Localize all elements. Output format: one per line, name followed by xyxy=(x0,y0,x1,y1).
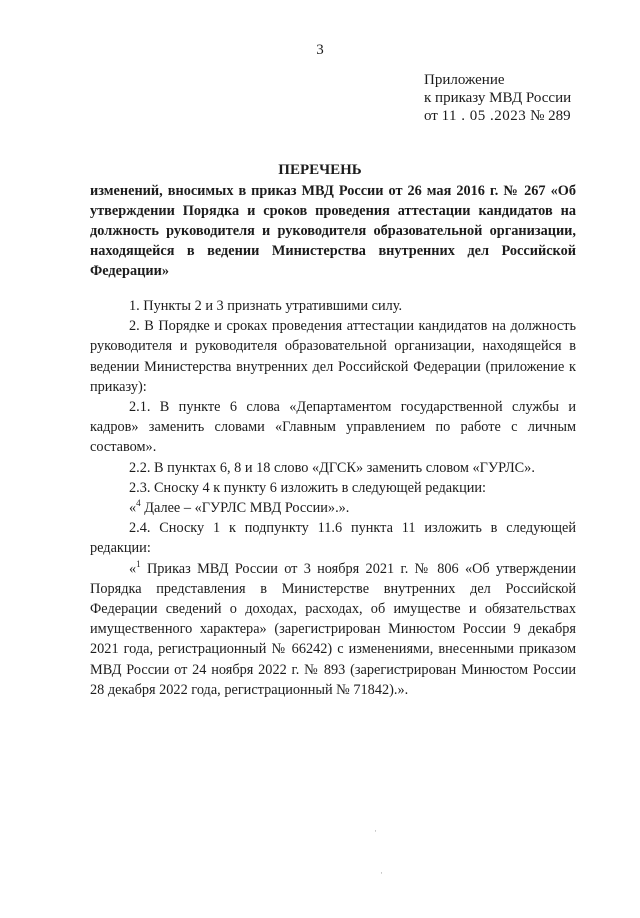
footnote-4-body: Далее – «ГУРЛС МВД России».». xyxy=(140,500,350,517)
item-2-1: 2.1. В пункте 6 слова «Департаментом государственной службы и кадров» заменить словами «Главным управлением по работе с личным составом». xyxy=(90,399,576,456)
document-body xyxy=(90,296,576,700)
footnote-1-marker: 1 xyxy=(136,558,141,569)
order-date-prefix: от xyxy=(424,108,438,124)
footnote-1-text xyxy=(90,559,576,700)
item-1: 1. Пункты 2 и 3 признать утратившими силу. xyxy=(129,298,403,314)
appendix-label: Приложение xyxy=(424,72,505,88)
quote-open: « xyxy=(129,560,137,577)
quote-open: « xyxy=(129,500,137,517)
footnote-1-body: Приказ МВД России от 3 ноября 2021 г. № 806 «Об утверждении Порядка представления в Министерстве внутренних дел Российской Федерации сведений о доходах, расходах, об имуществе и обязательствах имущественного характера» (зарегистрирован Минюстом России 9 декабря 2021 года, регистрационный № 66242) с изменениями, внесенными приказом МВД России от 24 ноября 2022 г. № 893 (зарегистрирован Минюстом России 28 декабря 2022 года, регистрационный № 71842).». xyxy=(90,560,576,698)
footnote-4-marker: 4 xyxy=(136,498,141,509)
document-title: ПЕРЕЧЕНЬ xyxy=(278,162,362,178)
appendix-order-ref: к приказу МВД России xyxy=(424,90,572,106)
item-2-3: 2.3. Сноску 4 к пункту 6 изложить в следующей редакции: xyxy=(129,479,487,496)
order-number: 289 xyxy=(548,108,571,124)
page-number: 3 xyxy=(316,42,324,58)
item-2-2: 2.2. В пунктах 6, 8 и 18 слово «ДГСК» заменить словом «ГУРЛС». xyxy=(129,459,535,476)
footnote-4-text xyxy=(90,498,576,518)
appendix-order-line xyxy=(424,107,571,125)
scan-speck: · xyxy=(374,826,377,836)
order-number-label: № xyxy=(530,108,545,124)
appendix-block xyxy=(424,71,571,125)
order-date: 11 . 05 .2023 xyxy=(441,108,527,124)
scan-speck: · xyxy=(380,868,383,878)
document-subtitle: изменений, вносимых в приказ МВД России от 26 мая 2016 г. № 267 «Об утверждении Порядка и сроков проведения аттестации кандидатов на должность руководителя и руководителя образовательной организации, находящейся в ведении Министерства внутренних дел Российской Федерации» xyxy=(90,183,576,279)
item-2: 2. В Порядке и сроках проведения аттестации кандидатов на должность руководителя и руководителя образовательной организации, находящейся в ведении Министерства внутренних дел Российской Федерации (приложение к приказу): xyxy=(90,318,576,395)
item-2-4: 2.4. Сноску 1 к подпункту 11.6 пункта 11 изложить в следующей редакции: xyxy=(90,520,576,557)
